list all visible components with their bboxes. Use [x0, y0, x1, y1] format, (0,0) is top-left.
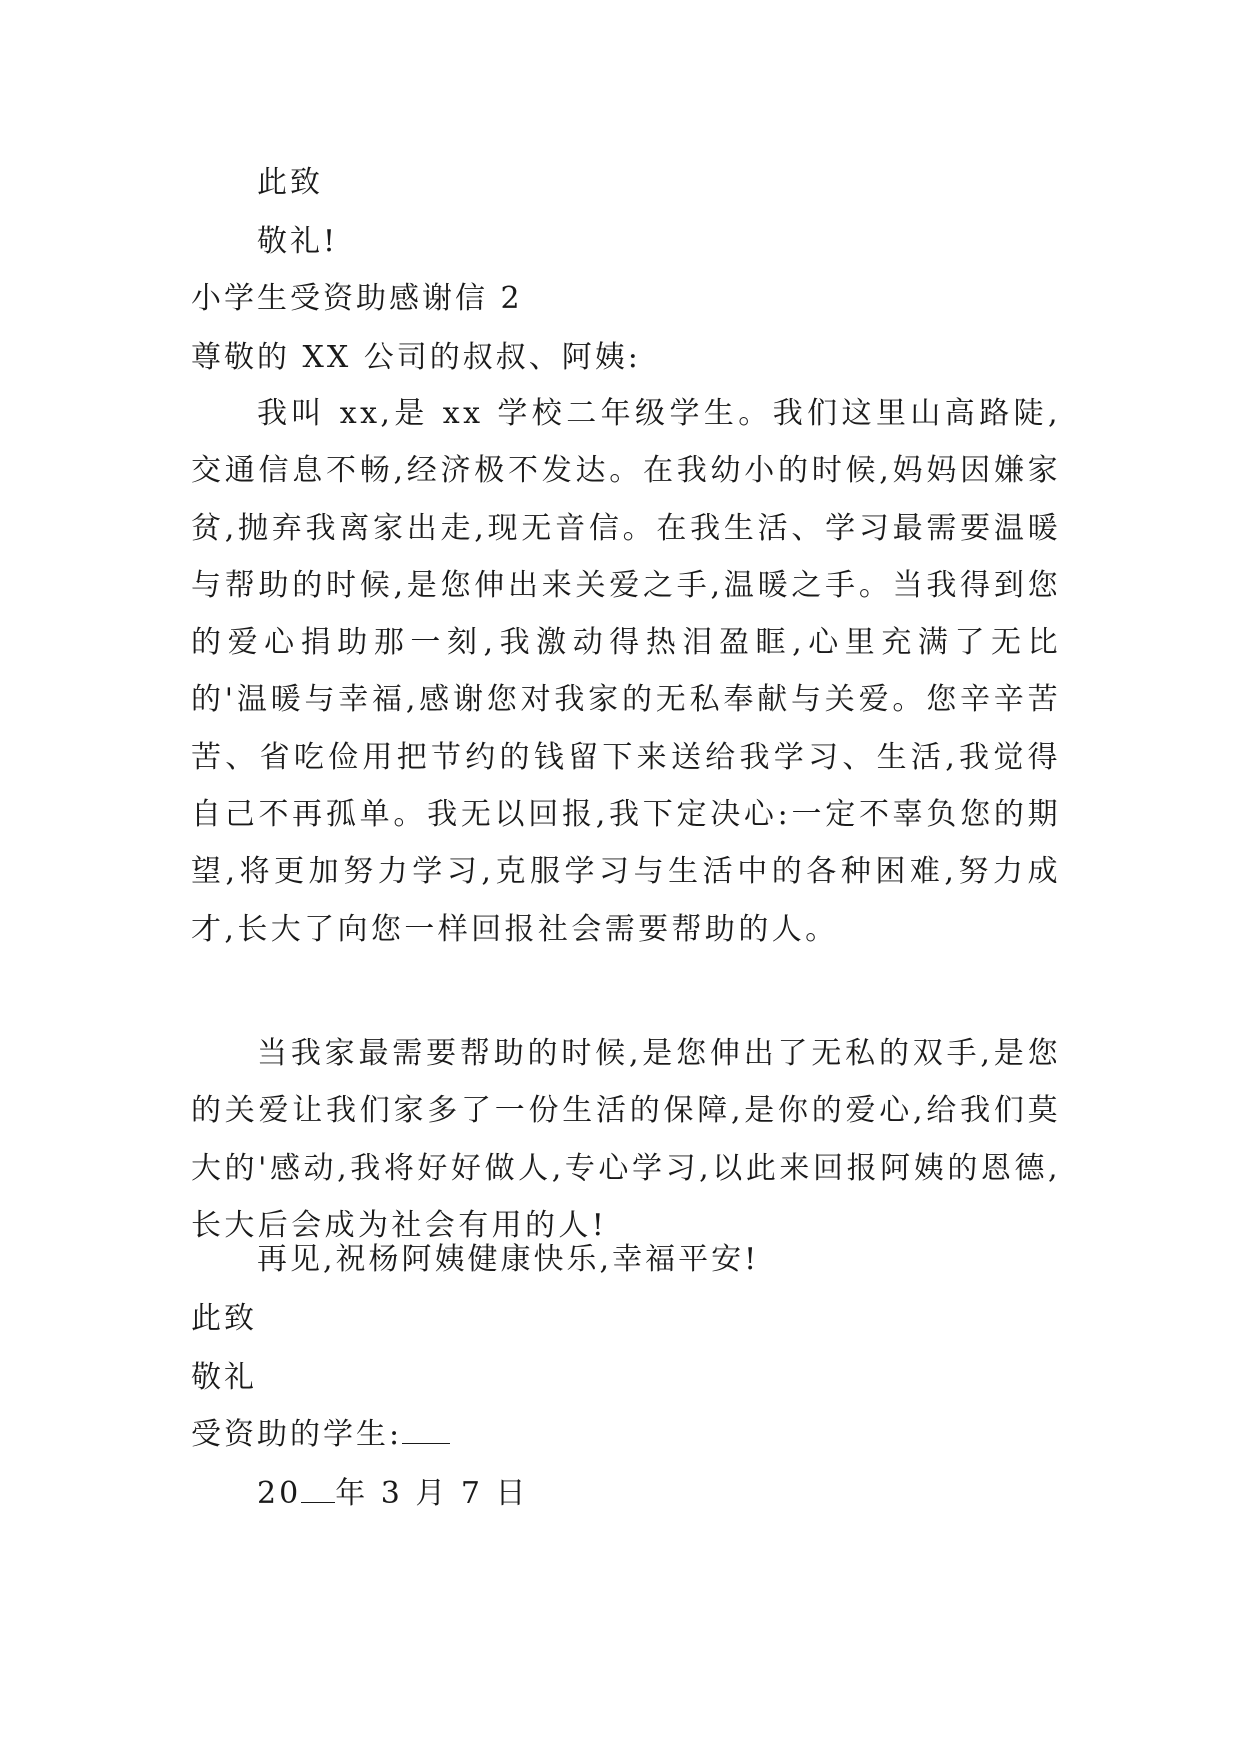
date-year-prefix: 20 [257, 1476, 302, 1511]
date-line [257, 1474, 529, 1514]
closing-jing-li-prev: 敬礼! [257, 224, 339, 259]
farewell-line: 再见,祝杨阿姨健康快乐,幸福平安! [257, 1242, 760, 1277]
body-paragraph-2: 当我家最需要帮助的时候,是您伸出了无私的双手,是您的关爱让我们家多了一份生活的保障,是你的爱心,给我们莫大的'感动,我将好好做人,专心学习,以此来回报阿姨的恩德,长大后会成为社会有用的人! [191, 1036, 1061, 1243]
closing-ci-zhi: 此致 [191, 1301, 257, 1336]
salutation: 尊敬的 XX 公司的叔叔、阿姨: [191, 340, 641, 375]
date-year-blank [301, 1474, 335, 1503]
signature-label: 受资助的学生: [191, 1417, 403, 1452]
signature-line [191, 1415, 450, 1455]
signature-blank [402, 1415, 450, 1444]
letter-title: 小学生受资助感谢信 2 [191, 281, 523, 316]
date-rest: 年 3 月 7 日 [335, 1476, 529, 1511]
closing-jing-li: 敬礼 [191, 1360, 257, 1395]
closing-ci-zhi-prev: 此致 [257, 165, 323, 200]
body-paragraph-1: 我叫 xx,是 xx 学校二年级学生。我们这里山高路陡,交通信息不畅,经济极不发达。在我幼小的时候,妈妈因嫌家贫,抛弃我离家出走,现无音信。在我生活、学习最需要温暖与帮助的时候,是您伸出来关爱之手,温暖之手。当我得到您的爱心捐助那一刻,我激动得热泪盈眶,心里充满了无比的'温暖与幸福,感谢您对我家的无私奉献与关爱。您辛辛苦苦、省吃俭用把节约的钱留下来送给我学习、生活,我觉得自己不再孤单。我无以回报,我下定决心:一定不辜负您的期望,将更加努力学习,克服学习与生活中的各种困难,努力成才,长大了向您一样回报社会需要帮助的人。 [191, 396, 1061, 947]
